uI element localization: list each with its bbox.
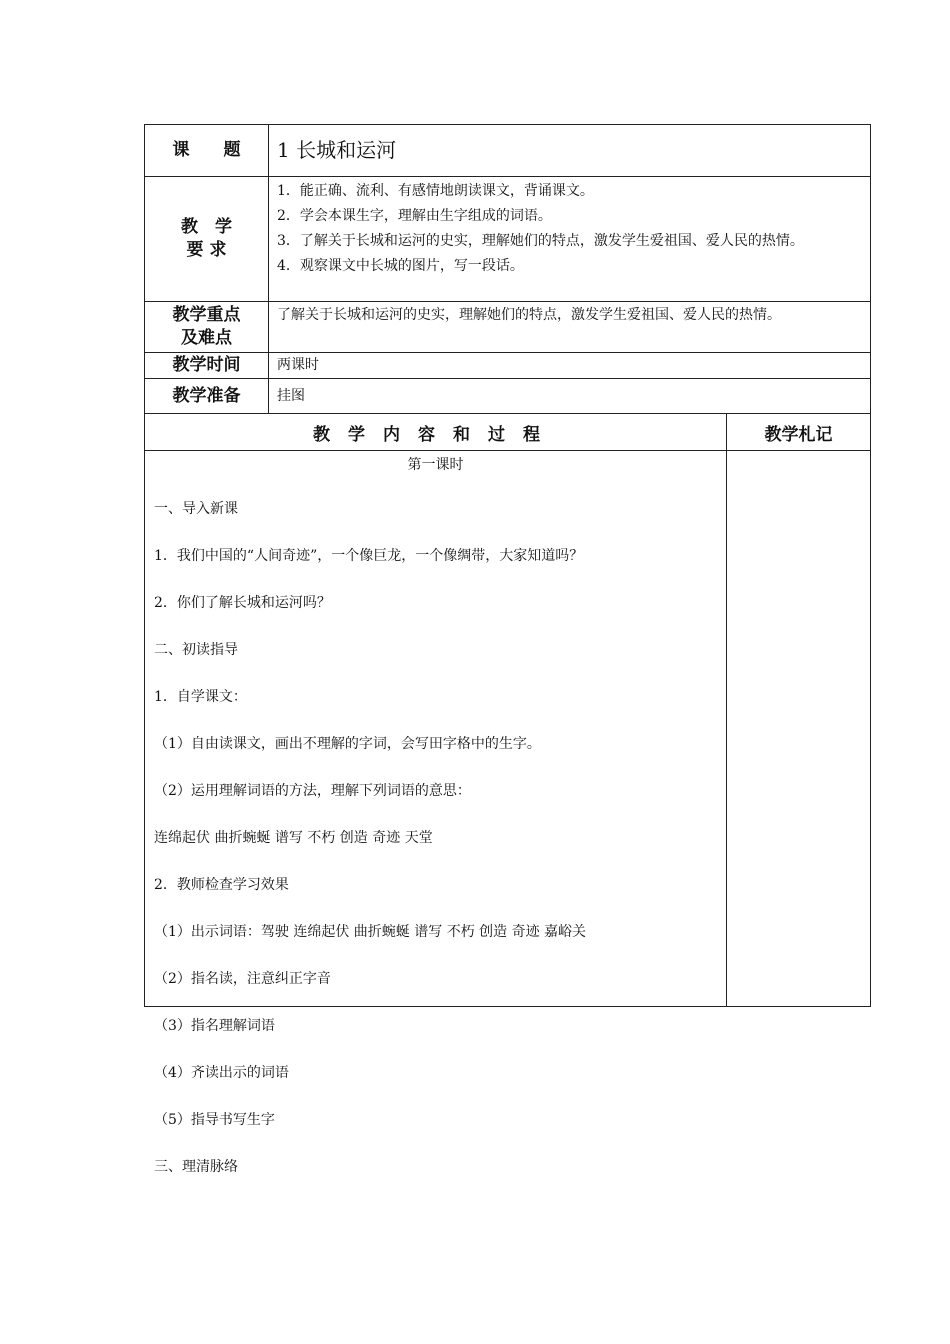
content-line: （2）指名读，注意纠正字音 — [154, 971, 331, 987]
content-line: 1．我们中国的“人间奇迹”，一个像巨龙，一个像绸带，大家知道吗？ — [154, 548, 584, 564]
time-label: 教学时间 — [145, 353, 269, 378]
content-line: （1）出示词语：驾驶 连绵起伏 曲折蜿蜒 谱写 不朽 创造 奇迹 嘉峪关 — [154, 924, 587, 940]
focus-row — [145, 302, 870, 353]
content-column-header: 教学内容和过程 — [145, 414, 727, 450]
requirement-item: 1．能正确、流利、有感情地朗读课文，背诵课文。 — [277, 183, 594, 199]
time-row — [145, 353, 870, 379]
content-line: 1．自学课文： — [154, 689, 247, 705]
session-title: 第一课时 — [407, 457, 464, 473]
topic-row — [145, 125, 870, 177]
requirement-item: 4．观察课文中长城的图片，写一段话。 — [277, 258, 524, 274]
focus-label: 教学重点 及难点 — [145, 302, 269, 352]
requirements-list — [277, 177, 860, 301]
content-line: 2．教师检查学习效果 — [154, 877, 289, 893]
prep-row — [145, 379, 870, 414]
content-line: 2．你们了解长城和运河吗？ — [154, 595, 331, 611]
lesson-plan-table — [144, 124, 871, 1175]
prep-label: 教学准备 — [145, 379, 269, 413]
content-line: 二、初读指导 — [154, 642, 238, 658]
content-line: 一、导入新课 — [154, 501, 238, 517]
content-line: 三、理清脉络 — [154, 1159, 238, 1175]
content-line: （2）运用理解词语的方法，理解下列词语的意思： — [154, 783, 471, 799]
content-line: （3）指名理解词语 — [154, 1018, 275, 1034]
focus-value: 了解关于长城和运河的史实，理解她们的特点，激发学生爱祖国、爱人民的热情。 — [277, 307, 781, 323]
topic-label: 课 题 — [145, 125, 269, 176]
requirement-item: 2．学会本课生字，理解由生字组成的词语。 — [277, 208, 552, 224]
content-line: （5）指导书写生字 — [154, 1112, 275, 1128]
content-line: 连绵起伏 曲折蜿蜒 谱写 不朽 创造 奇迹 天堂 — [154, 830, 433, 846]
notes-cell — [727, 451, 870, 1006]
column-header-row — [145, 414, 870, 451]
requirements-row — [145, 177, 870, 302]
content-cell — [145, 451, 727, 1175]
prep-value: 挂图 — [277, 387, 305, 404]
requirement-item: 3．了解关于长城和运河的史实，理解她们的特点，激发学生爱祖国、爱人民的热情。 — [277, 233, 804, 249]
topic-value: 1 长城和运河 — [277, 138, 397, 162]
content-line: （4）齐读出示的词语 — [154, 1065, 289, 1081]
requirements-label: 教 学 要 求 — [145, 177, 269, 301]
time-value: 两课时 — [277, 357, 319, 373]
notes-column-header: 教学札记 — [764, 424, 833, 445]
content-line: （1）自由读课文，画出不理解的字词，会写田字格中的生字。 — [154, 736, 541, 752]
